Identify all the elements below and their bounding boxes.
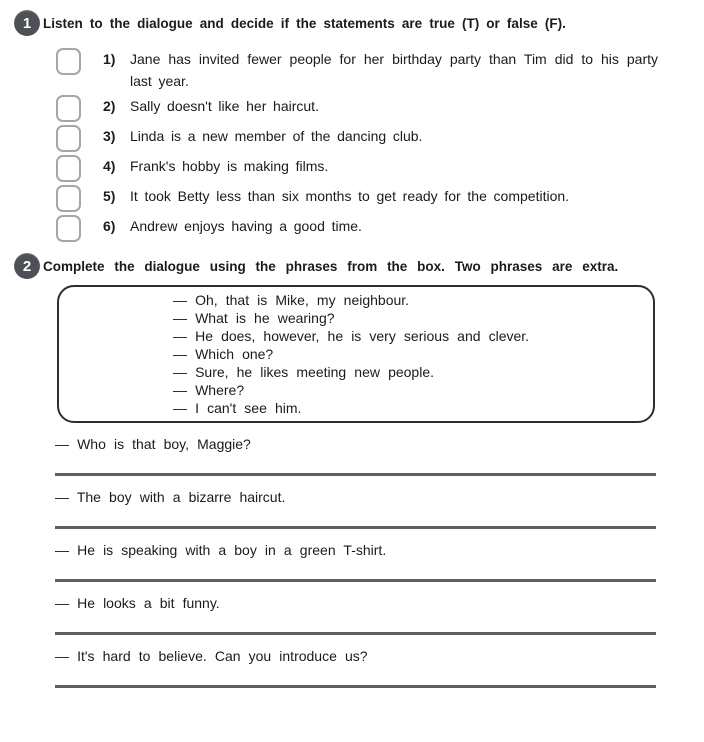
statement-row [56,155,658,182]
statement-text: Frank's hobby is making films. [130,158,329,174]
phrase-option: — What is he wearing? [173,310,335,326]
statement-row [56,215,658,242]
answer-checkbox[interactable] [56,48,81,75]
dialogue-line: — The boy with a bizarre haircut. [55,489,286,505]
answer-blank-line[interactable] [55,685,656,688]
answer-checkbox[interactable] [56,95,81,122]
dialogue-line: — Who is that boy, Maggie? [55,436,251,452]
exercise-2-header [14,253,658,279]
answer-blank-line[interactable] [55,473,656,476]
answer-blank-line[interactable] [55,526,656,529]
dialogue-item [55,646,656,688]
statement-row [56,185,658,212]
exercise-1-header [14,10,658,36]
phrase-option: — Sure, he likes meeting new people. [173,364,434,380]
dialogue-line: — It's hard to believe. Can you introduce us? [55,648,368,664]
statement-text: It took Betty less than six months to get ready for the competition. [130,188,570,204]
statement-text: Andrew enjoys having a good time. [130,218,362,234]
statement-number: 2) [103,98,116,114]
dialogue-item [55,487,656,529]
exercise-1 [14,10,658,242]
dialogue-section [55,434,656,688]
statement-text: Linda is a new member of the dancing club. [130,128,423,144]
dialogue-item [55,593,656,635]
dialogue-item [55,434,656,476]
phrase-option: — Oh, that is Mike, my neighbour. [173,292,410,308]
exercise-2-title: Complete the dialogue using the phrases from the box. Two phrases are extra. [43,259,619,274]
statements-list [56,48,658,242]
exercise-1-number-badge: 1 [14,10,40,36]
statement-number: 6) [103,218,116,234]
answer-blank-line[interactable] [55,632,656,635]
exercise-2 [14,253,658,688]
statement-number: 3) [103,128,116,144]
statement-text: Jane has invited fewer people for her birthday party than Tim did to his party last year. [130,51,658,89]
exercise-1-title: Listen to the dialogue and decide if the statements are true (T) or false (F). [43,16,566,31]
answer-checkbox[interactable] [56,215,81,242]
answer-checkbox[interactable] [56,185,81,212]
dialogue-line: — He is speaking with a boy in a green T-shirt. [55,542,387,558]
statement-text: Sally doesn't like her haircut. [130,98,319,114]
answer-checkbox[interactable] [56,125,81,152]
phrase-option: — Where? [173,382,245,398]
statement-number: 1) [103,51,116,67]
dialogue-line: — He looks a bit funny. [55,595,220,611]
answer-checkbox[interactable] [56,155,81,182]
statement-number: 4) [103,158,116,174]
statement-number: 5) [103,188,116,204]
phrase-box [57,285,655,423]
phrase-option: — I can't see him. [173,400,302,416]
statement-row [56,48,658,92]
exercise-2-number-badge: 2 [14,253,40,279]
phrase-option: — He does, however, he is very serious and clever. [173,328,530,344]
answer-blank-line[interactable] [55,579,656,582]
dialogue-item [55,540,656,582]
phrase-option: — Which one? [173,346,274,362]
statement-row [56,125,658,152]
statement-row [56,95,658,122]
